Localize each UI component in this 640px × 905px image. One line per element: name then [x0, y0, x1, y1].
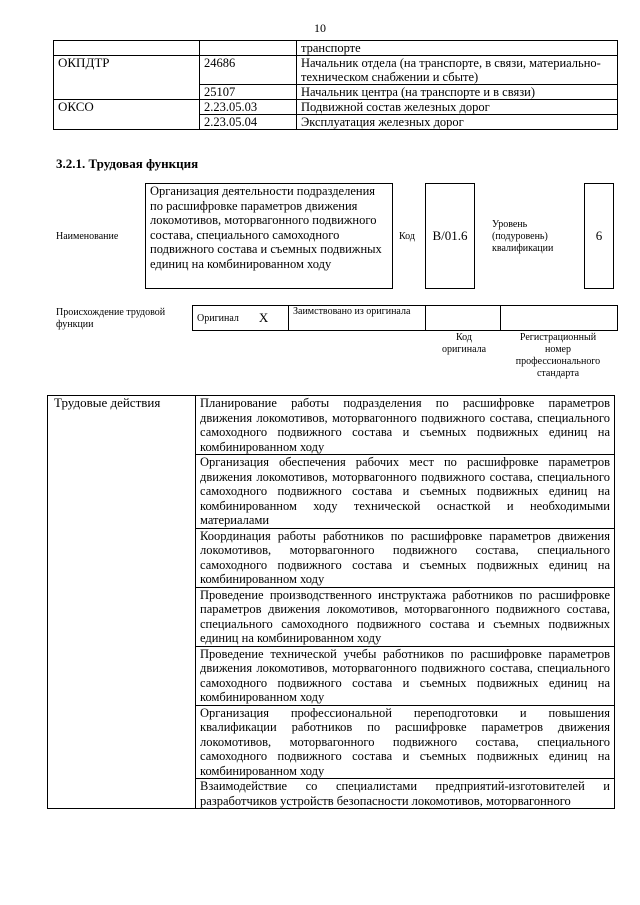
- qualification-level: 6: [584, 183, 614, 289]
- original-code-cell: [425, 305, 501, 331]
- classification-table: [53, 40, 618, 130]
- labor-action-item: Планирование работы подразделения по расшифровке параметров движения локомотивов, моторвагонного подвижного состава, специального самоходного подвижного состава и съемных подвижных единиц на комбинированном ходу: [196, 396, 615, 455]
- function-name: Организация деятельности подразделения по расшифровке параметров движения локомотивов, моторвагонного подвижного состава, специального самоходного подвижного состава и съемных подвижных единиц на комбинированном ходу: [145, 183, 393, 289]
- table-cell: ОКПДТР: [54, 56, 200, 100]
- table-cell: Начальник центра (на транспорте и в связи): [297, 85, 618, 100]
- labor-actions-label: Трудовые действия: [48, 396, 196, 809]
- labor-action-item: Проведение технической учебы работников по расшифровке параметров движения локомотивов, моторвагонного подвижного состава, специального самоходного подвижного состава и съемных подвижных единиц на комбинированном ходу: [196, 646, 615, 705]
- table-cell: [200, 41, 297, 56]
- level-label: Уровень (подуровень) квалификации: [492, 219, 554, 254]
- table-cell: 2.23.05.04: [200, 115, 297, 130]
- borrowed-label: Заимствовано из оригинала: [288, 305, 426, 331]
- reg-caption: Регистрационный номер профессионального стандарта: [515, 332, 601, 379]
- original-mark: X: [258, 310, 269, 325]
- registration-number-cell: [500, 305, 618, 331]
- original-label: Оригинал: [197, 312, 239, 324]
- origin-row: [193, 305, 618, 331]
- labor-action-item: Координация работы работников по расшифровке параметров движения локомотивов, моторвагонного подвижного состава, специального самоходного подвижного состава и съемных подвижных единиц на комбинированном ходу: [196, 528, 615, 587]
- labor-action-item: Организация профессиональной переподготовки и повышения квалификации работников по расшифровке параметров движения локомотивов, моторвагонного подвижного состава, специального самоходного подвижного состава и съемных подвижных единиц на комбинированном ходу: [196, 705, 615, 779]
- table-row: [54, 100, 618, 115]
- table-cell: 2.23.05.03: [200, 100, 297, 115]
- section-heading: 3.2.1. Трудовая функция: [56, 156, 199, 171]
- table-cell: Эксплуатация железных дорог: [297, 115, 618, 130]
- labor-action-item: Проведение производственного инструктажа работников по расшифровке параметров движения локомотивов, моторвагонного подвижного состава, специального самоходного подвижного состава и съемных подвижных единиц на комбинированном ходу: [196, 587, 615, 646]
- table-cell: ОКСО: [54, 100, 200, 130]
- table-cell: [54, 41, 200, 56]
- table-row: [54, 41, 618, 56]
- table-cell: транспорте: [297, 41, 618, 56]
- table-cell: 24686: [200, 56, 297, 85]
- code-caption: Код оригинала: [441, 332, 487, 355]
- function-code: B/01.6: [425, 183, 475, 289]
- labor-action-item: Организация обеспечения рабочих мест по расшифровке параметров движения локомотивов, моторвагонного подвижного состава, специального самоходного подвижного состава и съемных подвижных единиц на комбинированном ходу технической оснасткой и необходимыми материалами: [196, 455, 615, 529]
- origin-original-cell: [192, 305, 289, 331]
- code-label: Код: [399, 231, 415, 242]
- table-cell: Начальник отдела (на транспорте, в связи, материально-техническом снабжении и сбыте): [297, 56, 618, 85]
- labor-actions-table: [47, 395, 615, 809]
- origin-label: Происхождение трудовой функции: [56, 307, 166, 330]
- table-cell: 25107: [200, 85, 297, 100]
- table-row: [54, 56, 618, 85]
- table-row: [48, 396, 615, 455]
- name-label: Наименование: [56, 231, 119, 242]
- page-number: 10: [314, 21, 326, 35]
- labor-action-item: Взаимодействие со специалистами предприятий-изготовителей и разработчиков устройств безопасности локомотивов, моторвагонного: [196, 779, 615, 809]
- table-cell: Подвижной состав железных дорог: [297, 100, 618, 115]
